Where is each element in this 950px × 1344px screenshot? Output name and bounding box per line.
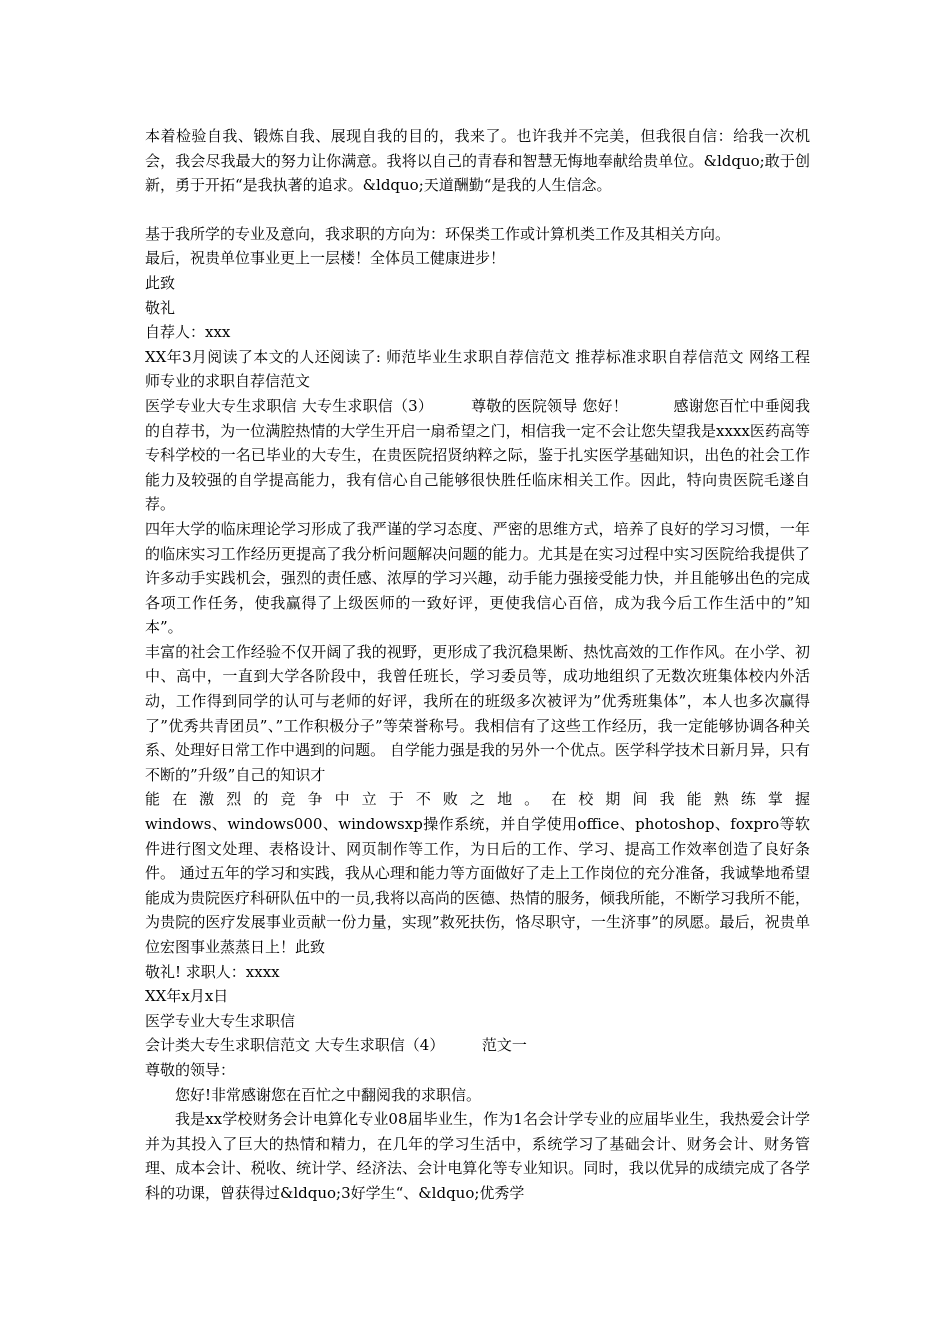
document-body bbox=[145, 124, 810, 1206]
related-articles-line: XX年3月阅读了本文的人还阅读了: 师范毕业生求职自荐信范文 推荐标准求职自荐信范文 网络工程师专业的求职自荐信范文 bbox=[145, 347, 810, 391]
medical-letter-paragraph: 医学专业大专生求职信 大专生求职信（3） 尊敬的医院领导 您好！ 感谢您百忙中垂阅我的自荐书，为一位满腔热情的大学生开启一扇希望之门，相信我一定不会让您失望我是xxxx医药高等专科学校的一名已毕业的大专生，在贵医院招贤纳粹之际，鉴于扎实医学基础知识，出色的社会工作能力及较强的自学提高能力，我有信心自己能够很快胜任临床相关工作。因此，特向贵医院毛遂自荐。 bbox=[145, 396, 810, 514]
section-title-accounting: 会计类大专生求职信范文 大专生求职信（4） 范文一 bbox=[145, 1036, 527, 1055]
paragraph-spacer bbox=[145, 198, 810, 222]
greeting-line: 尊敬的领导： bbox=[145, 1060, 236, 1079]
accounting-intro-paragraph: 我是xx学校财务会计电算化专业08届毕业生，作为1名会计学专业的应届毕业生，我热爱会计学并为其投入了巨大的热情和精力，在几年的学习生活中，系统学习了基础会计、财务会计、财务管理、成本会计、税收、统计学、经济法、会计电算化等专业知识。同时，我以优异的成绩完成了各学科的功课，曾获得过&ldquo;3好学生“、&ldquo;优秀学 bbox=[145, 1110, 810, 1202]
intro-paragraph: 本着检验自我、锻炼自我、展现自我的目的，我来了。也许我并不完美，但我很自信：给我一次机会，我会尽我最大的努力让你满意。我将以自己的青春和智慧无悔地奉献给贵单位。&ldquo;敢于创新，勇于开拓“是我执著的追求。&ldquo;天道酬勤“是我的人生信念。 bbox=[145, 127, 810, 195]
salutation-cizhi: 此致 bbox=[145, 273, 176, 292]
date-line: XX年x月x日 bbox=[145, 987, 229, 1006]
thanks-paragraph: 您好!非常感谢您在百忙之中翻阅我的求职信。 bbox=[175, 1085, 482, 1104]
spaced-justified-line: 能在激烈的竞争中立于不败之地。在校期间我能熟练掌握 bbox=[145, 790, 810, 809]
medical-signoff: 敬礼! 求职人：xxxx bbox=[145, 962, 280, 981]
signature-line: 自荐人：xxx bbox=[145, 323, 231, 342]
section-title-medical: 医学专业大专生求职信 bbox=[145, 1011, 296, 1030]
salutation-jingli: 敬礼 bbox=[145, 298, 176, 317]
social-experience-paragraph: 丰富的社会工作经验不仅开阔了我的视野，更形成了我沉稳果断、热忱高效的工作作风。在小学、初中、高中，一直到大学各阶段中，我曾任班长，学习委员等，成功地组织了无数次班集体校内外活动，工作得到同学的认可与老师的好评，我所在的班级多次被评为”优秀班集体”，本人也多次赢得了”优秀共青团员”、”工作积极分子”等荣誉称号。我相信有了这些工作经历，我一定能够协调各种关系、处理好日常工作中遇到的问题。 自学能力强是我的另外一个优点。医学科学技术日新月异，只有不断的”升级”自己的知识才 bbox=[145, 642, 810, 784]
closing-wish: 最后，祝贵单位事业更上一层楼！全体员工健康进步！ bbox=[145, 249, 506, 268]
clinical-study-paragraph: 四年大学的临床理论学习形成了我严谨的学习态度、严密的思维方式，培养了良好的学习习惯，一年的临床实习工作经历更提高了我分析问题解决问题的能力。尤其是在实习过程中实习医院给我提供了许多动手实践机会，强烈的责任感、浓厚的学习兴趣，动手能力强接受能力快，并且能够出色的完成各项工作任务，使我赢得了上级医师的一致好评，更使我信心百倍，成为我今后工作生活中的”知本”。 bbox=[145, 519, 810, 637]
job-direction-paragraph: 基于我所学的专业及意向，我求职的方向为：环保类工作或计算机类工作及其相关方向。 bbox=[145, 224, 731, 243]
software-skills-paragraph: windows、windows000、windowsxp操作系统，并自学使用office、photoshop、foxpro等软件进行图文处理、表格设计、网页制作等工作，为日后的工作、学习、提高工作效率创造了良好条件。 通过五年的学习和实践，我从心理和能力等方面做好了走上工作岗位的充分准备，我诚挚地希望能成为贵院医疗科研队伍中的一员,我将以高尚的医德、热情的服务，倾我所能，不断学习我所不能，为贵院的医疗发展事业贡献一份力量，实现”救死扶伤，恪尽职守，一生济事”的夙愿。最后，祝贵单位宏图事业蒸蒸日上！此致 bbox=[145, 815, 810, 956]
